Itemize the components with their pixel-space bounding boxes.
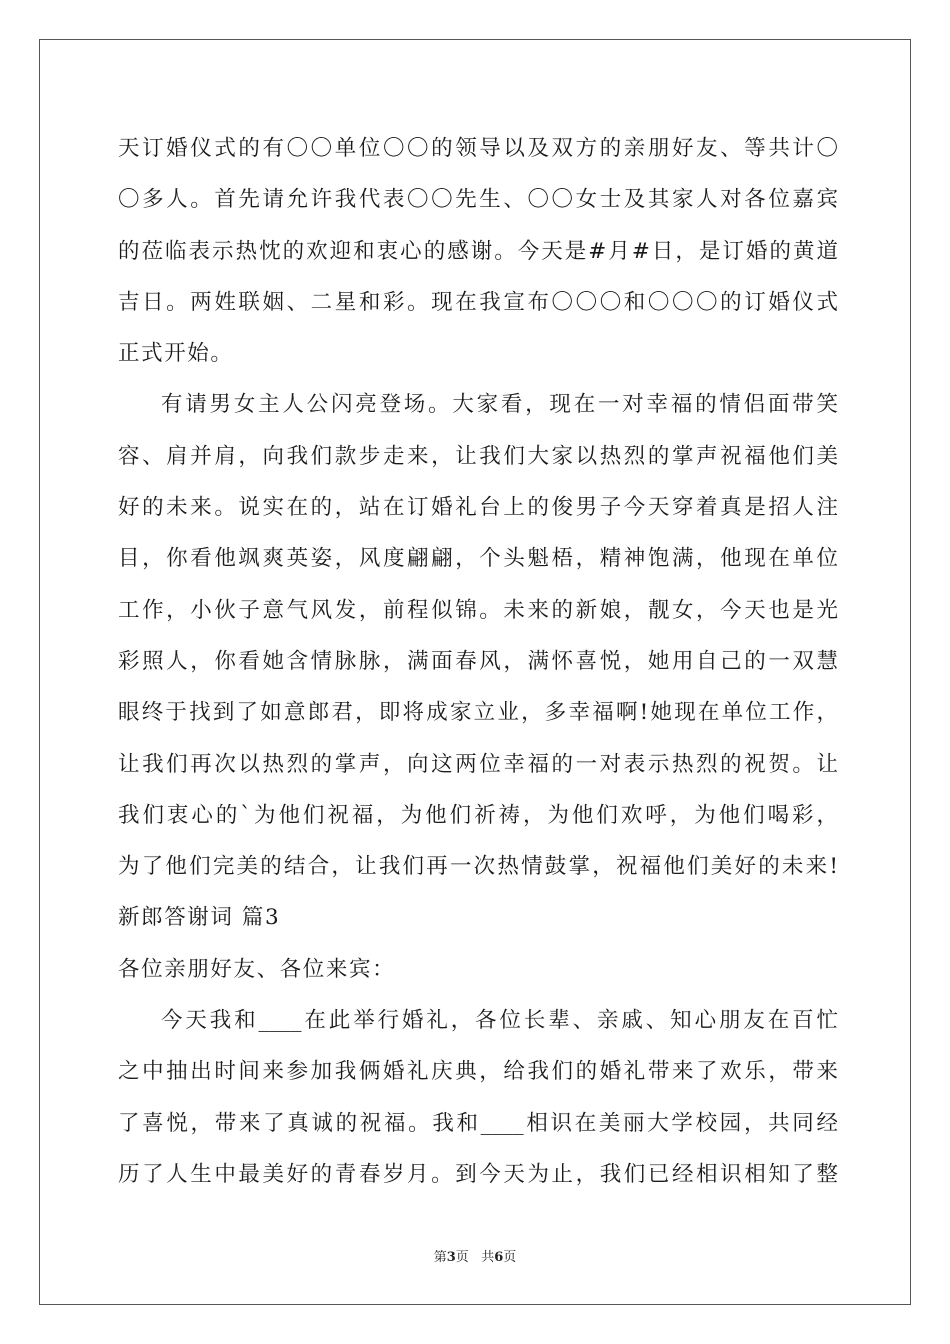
text-line: 的莅临表示热忱的欢迎和衷心的感谢。今天是#月#日，是订婚的黄道 bbox=[118, 238, 838, 264]
text-line: 目，你看他飒爽英姿，风度翩翩，个头魁梧，精神饱满，他现在单位 bbox=[118, 546, 838, 572]
total-pages-prefix: 共 bbox=[481, 1250, 495, 1265]
current-page-number: 3 bbox=[446, 1250, 456, 1265]
text-line: 历了人生中最美好的青春岁月。到今天为止，我们已经相识相知了整 bbox=[118, 1161, 838, 1187]
text-line: 之中抽出时间来参加我俩婚礼庆典，给我们的婚礼带来了欢乐，带来 bbox=[118, 1059, 838, 1085]
text-line: 各位亲朋好友、各位来宾： bbox=[118, 956, 396, 982]
text-line: 好的未来。说实在的，站在订婚礼台上的俊男子今天穿着真是招人注 bbox=[118, 495, 838, 521]
text-line: 彩照人，你看她含情脉脉，满面春风，满怀喜悦，她用自己的一双慧 bbox=[118, 648, 838, 674]
text-line: 吉日。两姓联姻、二星和彩。现在我宣布〇〇〇和〇〇〇的订婚仪式 bbox=[118, 289, 838, 315]
text-line: 有请男女主人公闪亮登场。大家看，现在一对幸福的情侣面带笑 bbox=[161, 392, 838, 418]
text-line: 正式开始。 bbox=[118, 341, 234, 367]
text-line: 新郎答谢词 篇3 bbox=[118, 905, 281, 931]
text-line: 天订婚仪式的有〇〇单位〇〇的领导以及双方的亲朋好友、等共计〇 bbox=[118, 136, 838, 161]
page-number-prefix: 第 bbox=[433, 1250, 447, 1265]
text-line: 为了他们完美的结合，让我们再一次热情鼓掌，祝福他们美好的未来! bbox=[118, 854, 838, 880]
page-footer bbox=[0, 1246, 950, 1265]
text-line: 容、肩并肩，向我们款步走来，让我们大家以热烈的掌声祝福他们美 bbox=[118, 443, 838, 469]
document-body bbox=[118, 123, 838, 1200]
text-line: 了喜悦，带来了真诚的祝福。我和____相识在美丽大学校园，共同经 bbox=[118, 1110, 838, 1136]
text-line: 眼终于找到了如意郎君，即将成家立业，多幸福啊!她现在单位工作， bbox=[118, 700, 838, 726]
text-line: 让我们再次以热烈的掌声，向这两位幸福的一对表示热烈的祝贺。让 bbox=[118, 751, 838, 777]
page-number-suffix: 页 bbox=[455, 1250, 469, 1265]
text-line: 工作，小伙子意气风发，前程似锦。未来的新娘，靓女，今天也是光 bbox=[118, 597, 838, 623]
text-line: 我们衷心的`为他们祝福，为他们祈祷，为他们欢呼，为他们喝彩， bbox=[118, 802, 838, 828]
total-pages-suffix: 页 bbox=[503, 1250, 517, 1265]
text-line: 〇多人。首先请允许我代表〇〇先生、〇〇女士及其家人对各位嘉宾 bbox=[118, 187, 838, 213]
total-page-count: 6 bbox=[494, 1250, 504, 1265]
text-line: 今天我和____在此举行婚礼，各位长辈、亲戚、知心朋友在百忙 bbox=[161, 1008, 838, 1034]
